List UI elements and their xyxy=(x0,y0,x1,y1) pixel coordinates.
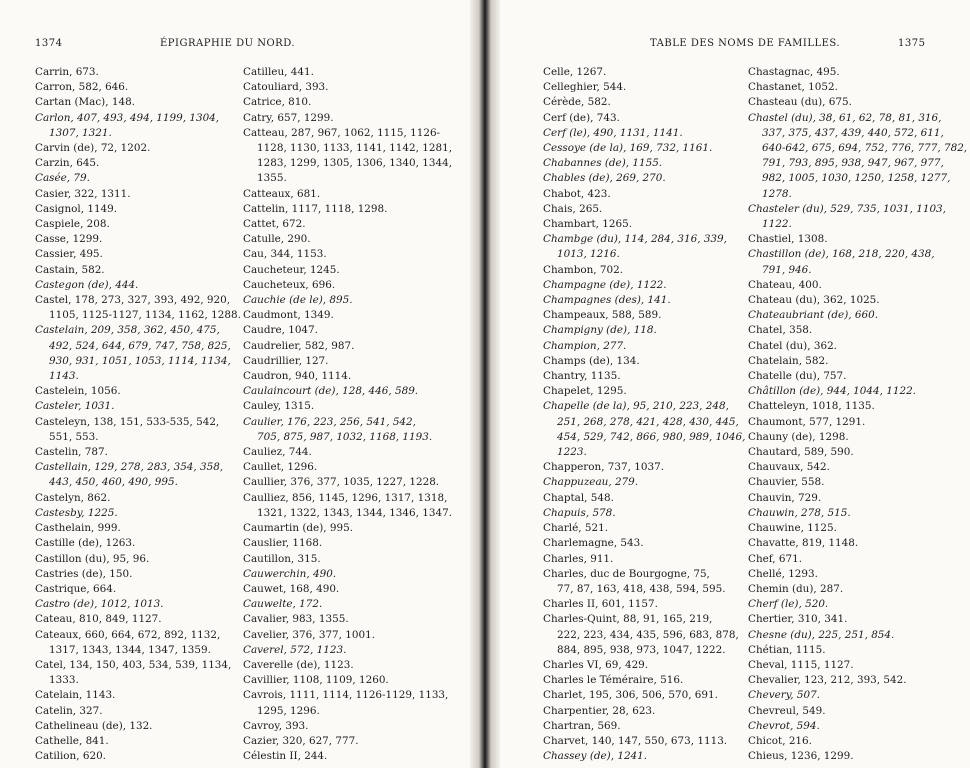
index-entry: Chateau, 400. xyxy=(748,278,822,291)
index-entry: Champion, 277. xyxy=(543,339,627,352)
index-entry: Catrice, 810. xyxy=(243,96,312,109)
index-entry: Castelain, 209, 358, 362, 450, 475, xyxy=(35,324,220,337)
index-entry: Chastanet, 1052. xyxy=(748,81,838,94)
index-entry: Chapelle (de la), 95, 210, 223, 248, xyxy=(543,400,729,413)
index-entry-continuation: 1122. xyxy=(762,218,792,231)
index-entry: Chauvier, 558. xyxy=(748,476,825,489)
index-entry: Casse, 1299. xyxy=(35,233,103,246)
right-running-title: TABLE DES NOMS DE FAMILLES. xyxy=(650,38,841,49)
index-entry: Chambon, 702. xyxy=(543,263,624,276)
index-entry: Chais, 265. xyxy=(543,202,603,215)
right-page xyxy=(500,0,970,768)
index-entry: Chauwin, 278, 515. xyxy=(748,506,851,519)
index-entry: Caucheteux, 696. xyxy=(243,278,336,291)
index-entry: Charles VI, 69, 429. xyxy=(543,658,649,671)
index-entry: Charles le Téméraire, 516. xyxy=(543,674,684,687)
index-entry: Chauvin, 729. xyxy=(748,491,822,504)
index-entry-continuation: 1317, 1343, 1344, 1347, 1359. xyxy=(49,643,211,656)
index-entry: Chétian, 1115. xyxy=(748,643,826,656)
index-entry: Chautard, 589, 590. xyxy=(748,446,854,459)
index-entry: Charpentier, 28, 623. xyxy=(543,704,656,717)
index-entry: Caverel, 572, 1123. xyxy=(243,643,347,656)
index-entry: Casier, 322, 1311. xyxy=(35,187,131,200)
index-entry: Caudrelier, 582, 987. xyxy=(243,339,355,352)
index-entry: Caudron, 940, 1114. xyxy=(243,370,352,383)
index-entry: Chartran, 569. xyxy=(543,719,621,732)
index-entry: Cauwet, 168, 490. xyxy=(243,582,340,595)
index-entry: Cerf (le), 490, 1131, 1141. xyxy=(543,126,683,139)
index-entry: Chatelain, 582. xyxy=(748,354,829,367)
index-entry: Caudre, 1047. xyxy=(243,324,318,337)
index-entry: Chaptal, 548. xyxy=(543,491,614,504)
index-entry: Castille (de), 1263. xyxy=(35,537,136,550)
index-entry: Chellé, 1293. xyxy=(748,567,818,580)
index-entry: Chaumont, 577, 1291. xyxy=(748,415,866,428)
index-entry: Chastillon (de), 168, 218, 220, 438, xyxy=(748,248,935,261)
index-entry-continuation: 1128, 1130, 1133, 1141, 1142, 1281, xyxy=(257,142,452,155)
right-page-number: 1375 xyxy=(898,38,926,49)
index-entry: Carrin, 673. xyxy=(35,66,99,78)
index-entry: Chastel (du), 38, 61, 62, 78, 81, 316, xyxy=(748,111,942,124)
index-entry: Chables (de), 269, 270. xyxy=(543,172,666,185)
index-entry: Chantry, 1135. xyxy=(543,370,621,383)
index-entry: Cattet, 672. xyxy=(243,218,306,231)
index-entry-continuation: 1321, 1322, 1343, 1344, 1346, 1347. xyxy=(257,506,452,519)
index-entry: Chastagnac, 495. xyxy=(748,66,840,78)
index-entry: Charlé, 521. xyxy=(543,522,609,535)
index-entry: Carvin (de), 72, 1202. xyxy=(35,142,151,155)
index-entry: Charles, duc de Bourgogne, 75, xyxy=(543,567,710,580)
index-entry: Casignol, 1149. xyxy=(35,202,118,215)
index-entry: Champeaux, 588, 589. xyxy=(543,309,662,322)
index-entry: Catouliard, 393. xyxy=(243,81,329,94)
index-entry: Catteaux, 681. xyxy=(243,187,321,200)
index-column-4 xyxy=(748,65,967,764)
left-page-number: 1374 xyxy=(35,38,63,49)
index-entry-continuation: 1278. xyxy=(762,187,792,200)
index-entry-continuation: 1307, 1321. xyxy=(49,126,112,139)
index-entry: Chateau (du), 362, 1025. xyxy=(748,294,880,307)
index-entry: Casteler, 1031. xyxy=(35,400,115,413)
index-entry-continuation: 930, 931, 1051, 1053, 1114, 1134, xyxy=(49,354,231,367)
index-entry: Castel, 178, 273, 327, 393, 492, 920, xyxy=(35,294,231,307)
index-entry: Caumartin (de), 995. xyxy=(243,522,353,535)
index-entry: Chavatte, 819, 1148. xyxy=(748,537,859,550)
index-entry-continuation: 454, 529, 742, 866, 980, 989, 1046, xyxy=(557,430,746,443)
index-entry: Caverelle (de), 1123. xyxy=(243,658,354,671)
index-entry: Catilion, 620. xyxy=(35,750,106,763)
index-entry: Castellain, 129, 278, 283, 354, 358, xyxy=(35,461,224,474)
index-entry: Chappuzeau, 279. xyxy=(543,476,639,489)
index-entry-continuation: 1283, 1299, 1305, 1306, 1340, 1344, xyxy=(257,157,452,170)
index-entry: Caulliez, 856, 1145, 1296, 1317, 1318, xyxy=(243,491,448,504)
index-entry: Celleghier, 544. xyxy=(543,81,627,94)
index-entry-continuation: 77, 87, 163, 418, 438, 594, 595. xyxy=(557,582,726,595)
left-running-title: ÉPIGRAPHIE DU NORD. xyxy=(160,38,296,49)
index-entry: Champs (de), 134. xyxy=(543,354,640,367)
index-entry: Célestin II, 244. xyxy=(243,750,328,763)
index-entry: Cathelle, 841. xyxy=(35,734,109,747)
index-entry: Chauwine, 1125. xyxy=(748,522,837,535)
index-entry: Caudrillier, 127. xyxy=(243,354,329,367)
index-entry: Castelein, 1056. xyxy=(35,385,121,398)
index-entry: Charles, 911. xyxy=(543,552,614,565)
index-entry: Champagne (de), 1122. xyxy=(543,278,667,291)
index-entry: Castries (de), 150. xyxy=(35,567,133,580)
index-entry: Chesne (du), 225, 251, 854. xyxy=(748,628,895,641)
index-entry: Caspiele, 208. xyxy=(35,218,110,231)
index-entry: Casthelain, 999. xyxy=(35,522,121,535)
index-entry-continuation: 791, 946. xyxy=(762,263,812,276)
index-entry: Chatteleyn, 1018, 1135. xyxy=(748,400,875,413)
index-entry: Chevrot, 594. xyxy=(748,719,820,732)
index-entry: Charlemagne, 543. xyxy=(543,537,644,550)
index-entry: Cauley, 1315. xyxy=(243,400,315,413)
index-entry: Chabannes (de), 1155. xyxy=(543,157,663,170)
index-entry: Catry, 657, 1299. xyxy=(243,111,334,124)
index-entry: Cauchie (de le), 895. xyxy=(243,294,353,307)
index-entry: Chapperon, 737, 1037. xyxy=(543,461,664,474)
index-entry: Castillon (du), 95, 96. xyxy=(35,552,150,565)
index-entry: Chicot, 216. xyxy=(748,734,812,747)
index-entry: Caucheteur, 1245. xyxy=(243,263,340,276)
index-entry: Chapuis, 578. xyxy=(543,506,616,519)
index-entry: Carzin, 645. xyxy=(35,157,100,170)
index-entry: Cauliez, 744. xyxy=(243,446,312,459)
index-entry: Casée, 79. xyxy=(35,172,90,185)
index-entry-continuation: 251, 268, 278, 421, 428, 430, 445, xyxy=(557,415,739,428)
index-entry: Caullier, 376, 377, 1035, 1227, 1228. xyxy=(243,476,440,489)
index-entry: Castro (de), 1012, 1013. xyxy=(35,598,164,611)
index-entry: Chambart, 1265. xyxy=(543,218,633,231)
index-entry-continuation: 222, 223, 434, 435, 596, 683, 878, xyxy=(557,628,739,641)
index-entry: Cherf (le), 520. xyxy=(748,598,829,611)
index-entry: Chemin (du), 287. xyxy=(748,582,844,595)
index-entry: Castrique, 664. xyxy=(35,582,117,595)
index-entry-continuation: 1223. xyxy=(557,446,587,459)
index-entry-continuation: 1143. xyxy=(49,370,79,383)
index-entry: Chapelet, 1295. xyxy=(543,385,627,398)
index-entry: Cavalier, 983, 1355. xyxy=(243,613,349,626)
index-entry: Castegon (de), 444. xyxy=(35,278,139,291)
index-entry: Charlet, 195, 306, 506, 570, 691. xyxy=(543,689,718,702)
index-entry-continuation: 884, 895, 938, 973, 1047, 1222. xyxy=(557,643,726,656)
index-entry-continuation: 443, 450, 460, 490, 995. xyxy=(49,476,178,489)
index-entry: Catel, 134, 150, 403, 534, 539, 1134, xyxy=(35,658,232,671)
index-entry: Chevreul, 549. xyxy=(748,704,826,717)
index-entry-continuation: 337, 375, 437, 439, 440, 572, 611, xyxy=(762,126,944,139)
index-entry: Charles-Quint, 88, 91, 165, 219, xyxy=(543,613,713,626)
index-entry: Charvet, 140, 147, 550, 673, 1113. xyxy=(543,734,728,747)
index-entry: Chauvaux, 542. xyxy=(748,461,830,474)
index-entry: Cattelin, 1117, 1118, 1298. xyxy=(243,202,388,215)
index-entry: Catelain, 1143. xyxy=(35,689,116,702)
index-entry: Castelyn, 862. xyxy=(35,491,111,504)
index-entry: Cheval, 1115, 1127. xyxy=(748,658,854,671)
index-entry: Cauwerchin, 490. xyxy=(243,567,337,580)
index-entry: Champagnes (des), 141. xyxy=(543,294,671,307)
index-column-2 xyxy=(243,65,452,764)
index-entry: Casteleyn, 138, 151, 533-535, 542, xyxy=(35,415,220,428)
left-page xyxy=(0,0,470,768)
index-entry: Chieus, 1236, 1299. xyxy=(748,750,854,763)
index-entry-continuation: 982, 1005, 1030, 1250, 1258, 1277, xyxy=(762,172,951,185)
index-entry-continuation: 1295, 1296. xyxy=(257,704,320,717)
index-entry: Cassier, 495. xyxy=(35,248,103,261)
index-entry-continuation: 705, 875, 987, 1032, 1168, 1193. xyxy=(257,430,433,443)
index-entry: Cautillon, 315. xyxy=(243,552,321,565)
index-entry: Chassey (de), 1241. xyxy=(543,750,648,763)
index-entry: Chasteler (du), 529, 735, 1031, 1103, xyxy=(748,202,946,215)
index-entry: Chevalier, 123, 212, 393, 542. xyxy=(748,674,907,687)
index-entry: Cartan (Mac), 148. xyxy=(35,96,135,109)
book-gutter xyxy=(470,0,500,768)
index-entry: Chauny (de), 1298. xyxy=(748,430,849,443)
index-entry: Catelin, 327. xyxy=(35,704,103,717)
index-entry: Chatel (du), 362. xyxy=(748,339,837,352)
index-entry: Cateau, 810, 849, 1127. xyxy=(35,613,162,626)
index-entry: Cazier, 320, 627, 777. xyxy=(243,734,359,747)
index-entry-continuation: 492, 524, 644, 679, 747, 758, 825, xyxy=(49,339,231,352)
index-entry-continuation: 551, 553. xyxy=(49,430,99,443)
index-entry: Cavroy, 393. xyxy=(243,719,309,732)
index-entry: Cessoye (de la), 169, 732, 1161. xyxy=(543,142,713,155)
index-entry: Champigny (de), 118. xyxy=(543,324,657,337)
index-entry-continuation: 1355. xyxy=(257,172,287,185)
index-entry-continuation: 1013, 1216. xyxy=(557,248,620,261)
index-entry-continuation: 1105, 1125-1127, 1134, 1162, 1288. xyxy=(49,309,241,322)
index-entry: Castesby, 1225. xyxy=(35,506,118,519)
index-entry: Châtillon (de), 944, 1044, 1122. xyxy=(748,385,916,398)
index-entry: Cérède, 582. xyxy=(543,96,611,109)
index-entry: Carron, 582, 646. xyxy=(35,81,129,94)
index-entry: Chertier, 310, 341. xyxy=(748,613,848,626)
index-entry: Catulle, 290. xyxy=(243,233,311,246)
index-entry: Celle, 1267. xyxy=(543,66,607,78)
index-entry: Caulier, 176, 223, 256, 541, 542, xyxy=(243,415,416,428)
index-entry-continuation: 1333. xyxy=(49,674,79,687)
index-entry: Cavrois, 1111, 1114, 1126-1129, 1133, xyxy=(243,689,449,702)
index-entry: Castelin, 787. xyxy=(35,446,108,459)
index-entry: Causlier, 1168. xyxy=(243,537,323,550)
index-entry: Carlon, 407, 493, 494, 1199, 1304, xyxy=(35,111,220,124)
index-entry: Chatelle (du), 757. xyxy=(748,370,847,383)
index-entry: Caullet, 1296. xyxy=(243,461,318,474)
index-entry: Chateaubriant (de), 660. xyxy=(748,309,879,322)
index-entry: Chef, 671. xyxy=(748,552,803,565)
index-column-1 xyxy=(35,65,241,764)
index-entry: Catilleu, 441. xyxy=(243,66,314,78)
index-entry-continuation: 791, 793, 895, 938, 947, 967, 977, xyxy=(762,157,944,170)
index-entry: Charles II, 601, 1157. xyxy=(543,598,658,611)
index-entry: Cerf (de), 743. xyxy=(543,111,620,124)
index-entry-continuation: 640-642, 675, 694, 752, 776, 777, 782, xyxy=(762,142,968,155)
index-entry: Caudmont, 1349. xyxy=(243,309,334,322)
index-entry: Cathelineau (de), 132. xyxy=(35,719,153,732)
index-entry: Castain, 582. xyxy=(35,263,105,276)
index-entry: Chasteau (du), 675. xyxy=(748,96,852,109)
index-entry: Chambge (du), 114, 284, 316, 339, xyxy=(543,233,727,246)
index-entry: Cau, 344, 1153. xyxy=(243,248,327,261)
index-entry: Caulaincourt (de), 128, 446, 589. xyxy=(243,385,419,398)
index-entry: Chatel, 358. xyxy=(748,324,813,337)
index-entry: Chevery, 507. xyxy=(748,689,821,702)
index-entry: Cauwelte, 172. xyxy=(243,598,323,611)
index-entry: Chastiel, 1308. xyxy=(748,233,828,246)
index-entry: Cavillier, 1108, 1109, 1260. xyxy=(243,674,389,687)
index-entry: Cateaux, 660, 664, 672, 892, 1132, xyxy=(35,628,221,641)
index-column-3 xyxy=(543,65,745,764)
index-entry: Chabot, 423. xyxy=(543,187,611,200)
index-entry: Cavelier, 376, 377, 1001. xyxy=(243,628,376,641)
index-entry: Catteau, 287, 967, 1062, 1115, 1126- xyxy=(243,126,441,139)
